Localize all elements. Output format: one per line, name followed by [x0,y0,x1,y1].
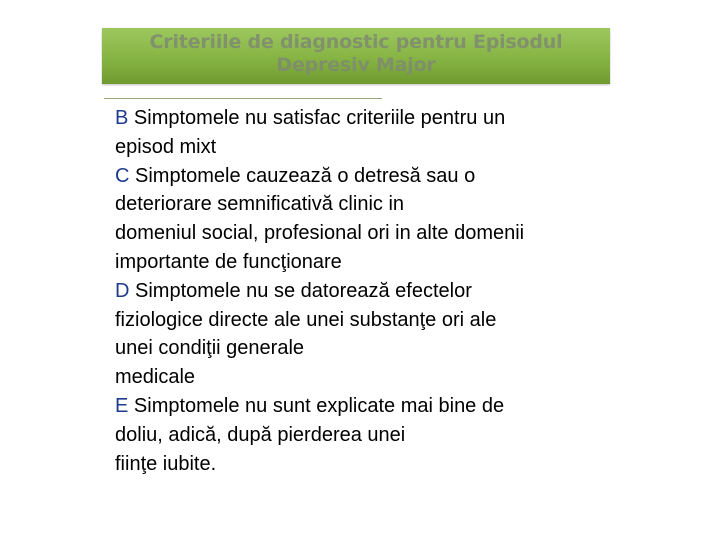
criterion-letter: B [115,107,129,129]
criterion-text-line: importante de funcţionare [115,250,342,273]
criterion-text-line: Simptomele nu sunt explicate mai bine de [133,394,505,417]
title-underline [104,98,382,99]
criterion-text-line: doliu, adică, după pierderea unei [115,423,406,446]
criterion-letter: D [115,279,130,302]
title-line-1: Criteriile de diagnostic pentru Episodul [149,31,563,53]
criterion-letter: E [115,394,129,417]
criterion-letter: C [115,164,130,187]
criterion-text-line: Simptomele nu satisfac criteriile pentru un [133,107,506,129]
slide-title [102,31,610,77]
criterion-text-line: Simptomele nu se datorează efectelor [135,279,472,302]
criterion-text-line: episod mixt [115,135,217,158]
criterion-text-line: fiinţe iubite. [115,452,217,475]
title-line-2: Depresiv Major [276,54,436,76]
criterion-e [115,392,635,478]
criteria-list [115,104,635,478]
criterion-text-line: medicale [115,366,196,389]
criterion-c [115,162,635,277]
criterion-text-line: deteriorare semnificativă clinic in [115,193,405,216]
criterion-d [115,277,635,392]
criterion-text-line: unei condiţii generale [115,337,305,360]
criterion-text-line: Simptomele cauzează o detresă sau o [135,164,476,187]
criterion-b [115,104,635,162]
title-box [102,28,610,84]
criterion-text-line: domeniul social, profesional ori in alte domenii [115,222,525,245]
criterion-text-line: fiziologice directe ale unei substanţe ori ale [115,308,497,331]
